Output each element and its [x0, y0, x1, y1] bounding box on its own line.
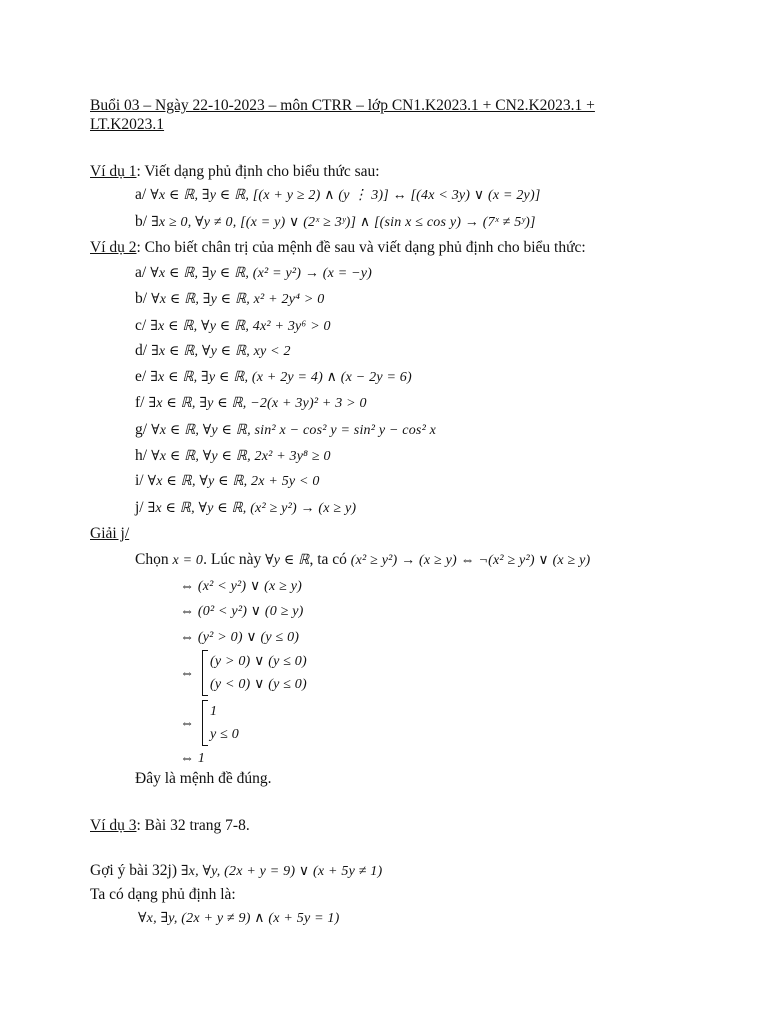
item-expression: ∃x ∈ ℝ, ∀y ∈ ℝ, xy < 2 [151, 344, 291, 359]
item-label: d/ [135, 342, 148, 359]
item-label: f/ [135, 394, 145, 411]
header-line-1: Buổi 03 – Ngày 22-10-2023 – môn CTRR – lớp CN1.K2023.1 + CN2.K2023.1 + [90, 97, 595, 114]
example-2-item-a [135, 264, 372, 283]
system-1 [202, 650, 342, 696]
hint-expression: ∃x, ∀y, (2x + y = 9) ∨ (x + 5y ≠ 1) [180, 864, 383, 879]
example-3-heading [90, 817, 250, 835]
example-3-title: Ví dụ 3 [90, 817, 137, 834]
row-expression: (y < 0) ∨ (y ≤ 0) [210, 677, 307, 692]
example-2-text: : Cho biết chân trị của mệnh đề sau và viết dạng phủ định cho biểu thức: [136, 239, 586, 256]
solution-title: Giải j/ [90, 525, 130, 542]
final-expression: ⇔ 1 [180, 751, 206, 766]
example-2-item-b [135, 290, 324, 309]
example-2-item-c [135, 317, 331, 336]
example-2-item-g [135, 421, 436, 440]
item-label: a/ [135, 264, 147, 281]
system-1-row-2 [210, 675, 307, 694]
item-label: a/ [135, 186, 147, 203]
item-expression: ∀x ∈ ℝ, ∃y ∈ ℝ, (x² = y²) → (x = −y) [150, 266, 373, 281]
item-expression: ∃x ≥ 0, ∀y ≠ 0, [(x = y) ∨ (2ˣ ≥ 3ʸ)] ∧ [(sin x ≤ cos y) → (7ˣ ≠ 5ʸ)] [151, 215, 536, 230]
bracket [202, 650, 208, 696]
bracket [202, 700, 208, 746]
choose-expression: x = 0 [172, 553, 204, 568]
solution-choose-line [135, 551, 590, 570]
solution-step-1 [180, 577, 302, 596]
solution-final [180, 749, 205, 768]
item-expression: ∀x ∈ ℝ, ∀y ∈ ℝ, 2x + 5y < 0 [147, 474, 320, 489]
example-2-item-i [135, 472, 320, 491]
item-label: i/ [135, 472, 144, 489]
item-label: h/ [135, 447, 148, 464]
negation-expression: ∀x, ∃y, (2x + y ≠ 9) ∧ (x + 5y = 1) [138, 911, 340, 926]
item-expression: ∃x ∈ ℝ, ∃y ∈ ℝ, (x + 2y = 4) ∧ (x − 2y = 6) [150, 370, 412, 385]
example-1-text: : Viết dạng phủ định cho biểu thức sau: [136, 163, 380, 180]
example-1-item-b [135, 213, 536, 232]
solution-step-3 [180, 628, 299, 647]
system-1-row-1 [210, 652, 307, 671]
example-1-title: Ví dụ 1 [90, 163, 137, 180]
example-2-item-h [135, 447, 331, 466]
header-line-2: LT.K2023.1 [90, 116, 165, 133]
system-2-row-2 [210, 725, 239, 744]
hint-negation-expression [138, 909, 339, 928]
step-expression: ⇔ (x² < y²) ∨ (x ≥ y) [180, 579, 302, 594]
item-expression: ∀x ∈ ℝ, ∀y ∈ ℝ, sin² x − cos² y = sin² y − cos² x [151, 423, 437, 438]
hint-line [90, 862, 382, 881]
step-expression: ⇔ (0² < y²) ∨ (0 ≥ y) [180, 604, 304, 619]
example-2-item-j [135, 499, 356, 518]
hint-label: Gợi ý bài 32j) [90, 862, 181, 879]
example-2-heading [90, 239, 586, 257]
choose-forall: ∀y ∈ ℝ [265, 553, 310, 568]
item-expression: ∀x ∈ ℝ, ∀y ∈ ℝ, 2x² + 3y⁸ ≥ 0 [151, 449, 331, 464]
solution-step-2 [180, 602, 304, 621]
item-label: e/ [135, 368, 147, 385]
row-expression: (y > 0) ∨ (y ≤ 0) [210, 654, 307, 669]
item-label: j/ [135, 499, 144, 516]
item-label: b/ [135, 213, 148, 230]
choose-mid: . Lúc này [203, 551, 266, 568]
step-expression: ⇔ (y² > 0) ∨ (y ≤ 0) [180, 630, 300, 645]
item-label: c/ [135, 317, 147, 334]
example-2-item-e [135, 368, 412, 387]
equivalence-symbol: ⇔ [180, 716, 195, 731]
example-1-heading [90, 163, 380, 181]
example-1-item-a [135, 186, 540, 205]
example-2-title: Ví dụ 2 [90, 239, 137, 256]
item-label: b/ [135, 290, 148, 307]
item-expression: ∃x ∈ ℝ, ∀y ∈ ℝ, (x² ≥ y²) → (x ≥ y) [147, 501, 357, 516]
system-2-row-1 [210, 702, 217, 721]
example-2-item-d [135, 342, 291, 361]
row-expression: 1 [210, 704, 218, 719]
system-1-prefix [180, 664, 194, 683]
item-expression: ∃x ∈ ℝ, ∀y ∈ ℝ, 4x² + 3y⁶ > 0 [150, 319, 331, 334]
system-2 [202, 700, 282, 746]
system-2-prefix [180, 714, 194, 733]
solution-conclusion: Đây là mệnh đề đúng. [135, 770, 272, 787]
item-expression: ∃x ∈ ℝ, ∃y ∈ ℝ, −2(x + 3y)² + 3 > 0 [148, 396, 367, 411]
item-expression: ∀x ∈ ℝ, ∃y ∈ ℝ, x² + 2y⁴ > 0 [151, 292, 325, 307]
equivalence-symbol: ⇔ [180, 666, 195, 681]
example-2-item-f [135, 394, 367, 413]
item-expression: ∀x ∈ ℝ, ∃y ∈ ℝ, [(x + y ≥ 2) ∧ (y ⋮ 3)] ↔ [(4x < 3y) ∨ (x = 2y)] [150, 188, 541, 203]
choose-prefix: Chọn [135, 551, 173, 568]
hint-negation-text: Ta có dạng phủ định là: [90, 886, 236, 903]
row-expression: y ≤ 0 [210, 727, 239, 742]
example-3-text: : Bài 32 trang 7-8. [136, 817, 250, 834]
choose-taco: , ta có [309, 551, 351, 568]
item-label: g/ [135, 421, 148, 438]
choose-expression-2: (x² ≥ y²) → (x ≥ y) ⇔ ¬(x² ≥ y²) ∨ (x ≥ y) [350, 553, 591, 568]
